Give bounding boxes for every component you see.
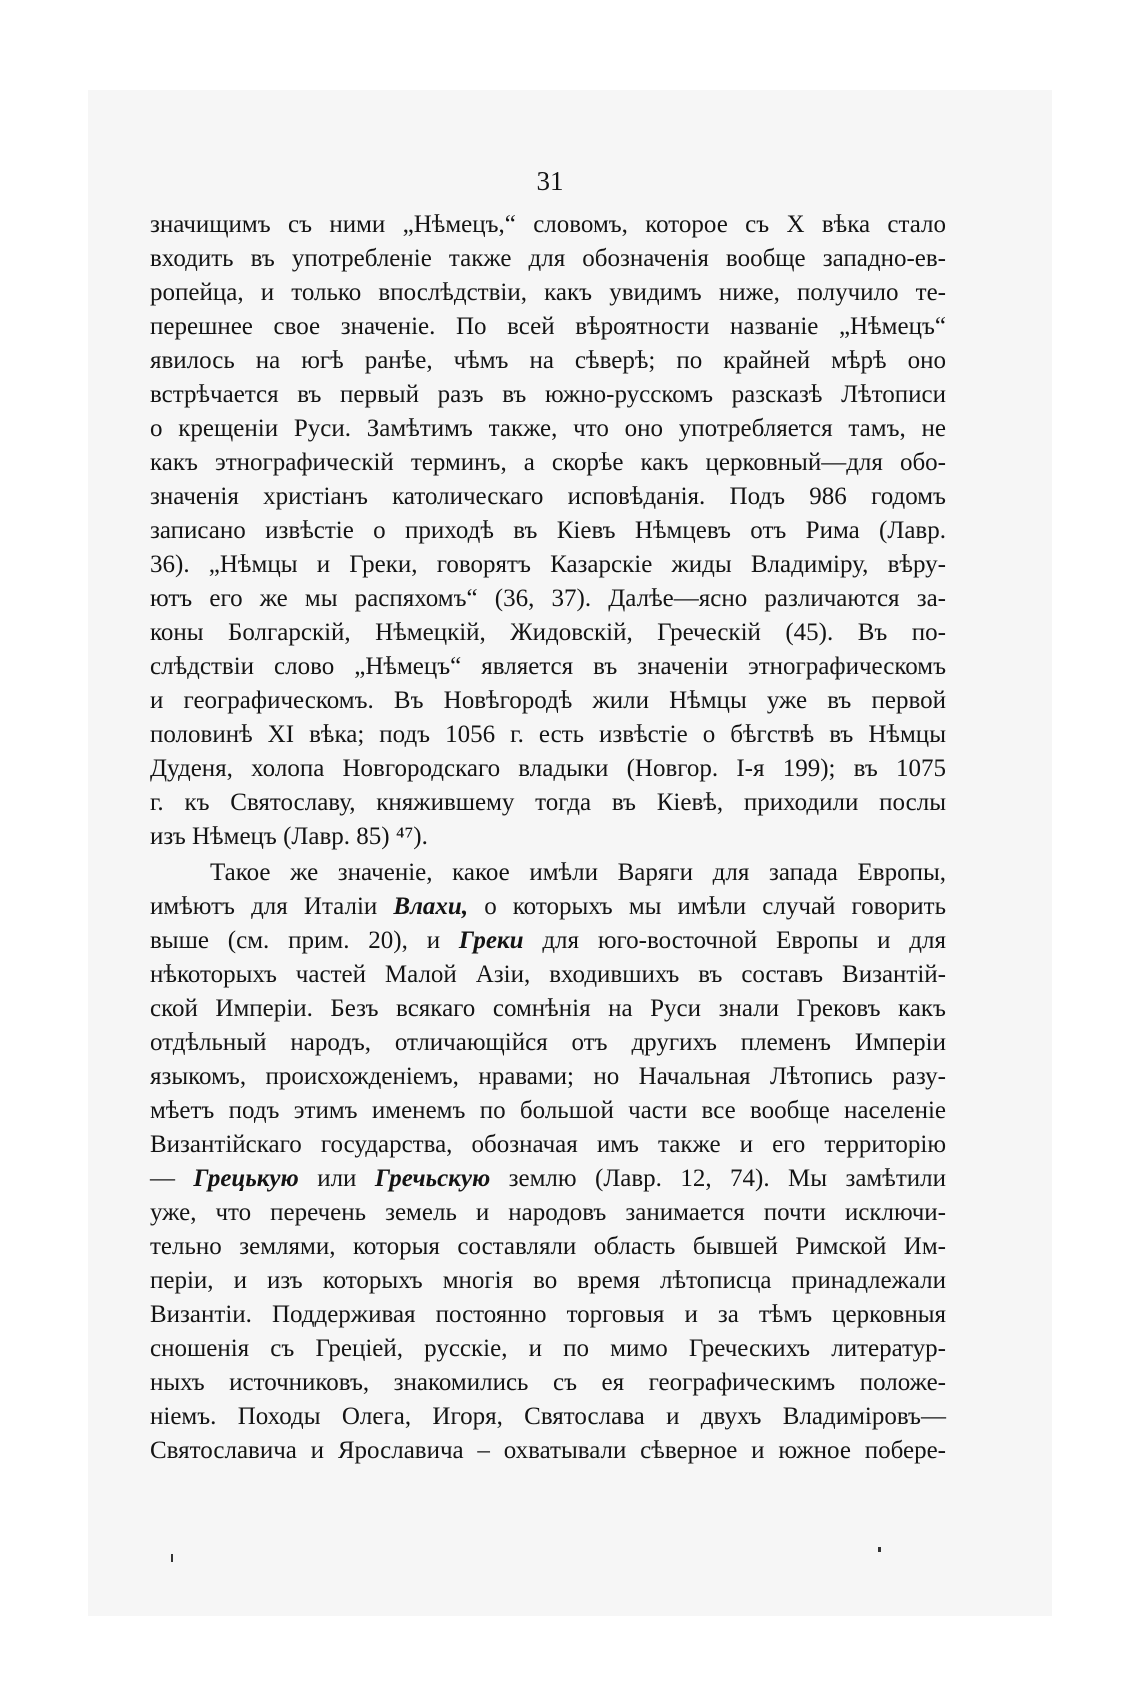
text-line: ніемъ. Походы Олега, Игоря, Святослава и двухъ Владиміровъ— xyxy=(150,1403,946,1430)
text-line: уже, что перечень земель и народовъ занимается почти исключи- xyxy=(150,1199,946,1226)
text-line: и географическомъ. Въ Новѣгородѣ жили Нѣмцы уже въ первой xyxy=(150,687,946,714)
text-line: выше (см. прим. 20), и Греки для юго-восточной Европы и для xyxy=(150,927,946,954)
text-line: ской Имперіи. Безъ всякаго сомнѣнія на Руси знали Грековъ какъ xyxy=(150,995,946,1022)
text-line: имѣютъ для Италіи Влахи, о которыхъ мы имѣли случай говорить xyxy=(150,893,946,920)
emphasis-grecykuyu: Грецькую xyxy=(193,1165,299,1192)
text-line: изъ Нѣмецъ (Лавр. 85) ⁴⁷). xyxy=(150,823,428,850)
scan-speck xyxy=(171,1554,173,1562)
text-line: г. къ Святославу, княжившему тогда въ Кіевѣ, приходили послы xyxy=(150,789,946,816)
text-line: входить въ употребленіе также для обозначенія вообще западно-ев- xyxy=(150,245,946,272)
emphasis-vlahi: Влахи, xyxy=(393,893,469,920)
text-line: нѣкоторыхъ частей Малой Азіи, входившихъ въ составъ Византій- xyxy=(150,961,946,988)
text-line: коны Болгарскій, Нѣмецкій, Жидовскій, Греческій (45). Въ по- xyxy=(150,619,946,646)
text-line: ропейца, и только впослѣдствіи, какъ увидимъ ниже, получило те- xyxy=(150,279,946,306)
text-line: сношенія съ Греціей, русскіе, и по мимо Греческихъ литератур- xyxy=(150,1335,946,1362)
text-line: 36). „Нѣмцы и Греки, говорятъ Казарскіе жиды Владиміру, вѣру- xyxy=(150,551,946,578)
text-line: встрѣчается въ первый разъ въ южно-русскомъ разсказѣ Лѣтописи xyxy=(150,381,946,408)
scan-speck xyxy=(878,1547,881,1552)
text-line: отдѣльный народъ, отличающійся отъ другихъ племенъ Имперіи xyxy=(150,1029,946,1056)
text-line: Византіи. Поддерживая постоянно торговыя и за тѣмъ церковныя xyxy=(150,1301,946,1328)
text-line: записано извѣстіе о приходѣ въ Кіевъ Нѣмцевъ отъ Рима (Лавр. xyxy=(150,517,946,544)
text-line: языкомъ, происхожденіемъ, нравами; но Начальная Лѣтопись разу- xyxy=(150,1063,946,1090)
text-line: какъ этнографическій терминъ, а скорѣе какъ церковный—для обо- xyxy=(150,449,946,476)
text-line: Такое же значеніе, какое имѣли Варяги для запада Европы, xyxy=(210,859,946,886)
text-line: Дуденя, холопа Новгородскаго владыки (Новгор. I-я 199); въ 1075 xyxy=(150,755,946,782)
text-line: — Грецькую или Гречьскую землю (Лавр. 12, 74). Мы замѣтили xyxy=(150,1165,946,1192)
text-line: перешнее свое значеніе. По всей вѣроятности названіе „Нѣмецъ“ xyxy=(150,313,946,340)
text-line: ныхъ источниковъ, знакомились съ ея географическимъ положе- xyxy=(150,1369,946,1396)
text-line: половинѣ XI вѣка; подъ 1056 г. есть извѣстіе о бѣгствѣ въ Нѣмцы xyxy=(150,721,946,748)
text-line: періи, и изъ которыхъ многія во время лѣтописца принадлежали xyxy=(150,1267,946,1294)
text-line: слѣдствіи слово „Нѣмецъ“ является въ значеніи этнографическомъ xyxy=(150,653,946,680)
text-line: значищимъ съ ними „Нѣмецъ,“ словомъ, которое съ X вѣка стало xyxy=(150,211,946,238)
emphasis-grechskuyu: Гречьскую xyxy=(374,1165,491,1192)
text-line: о крещеніи Руси. Замѣтимъ также, что оно употребляется тамъ, не xyxy=(150,415,946,442)
emphasis-greki: Греки xyxy=(458,927,524,954)
page-number: 31 xyxy=(536,166,564,196)
text-line: мѣетъ подъ этимъ именемъ по большой части все вообще населеніе xyxy=(150,1097,946,1124)
text-line: Византійскаго государства, обозначая имъ также и его территорію xyxy=(150,1131,946,1158)
text-line: значенія христіанъ католическаго исповѣданія. Подъ 986 годомъ xyxy=(150,483,946,510)
text-line: явилось на югѣ ранѣе, чѣмъ на сѣверѣ; по крайней мѣрѣ оно xyxy=(150,347,946,374)
text-line: ютъ его же мы распяхомъ“ (36, 37). Далѣе—ясно различаются за- xyxy=(150,585,946,612)
text-line: тельно землями, которыя составляли область бывшей Римской Им- xyxy=(150,1233,946,1260)
text-line: Святославича и Ярославича – охватывали сѣверное и южное побере- xyxy=(150,1437,946,1464)
